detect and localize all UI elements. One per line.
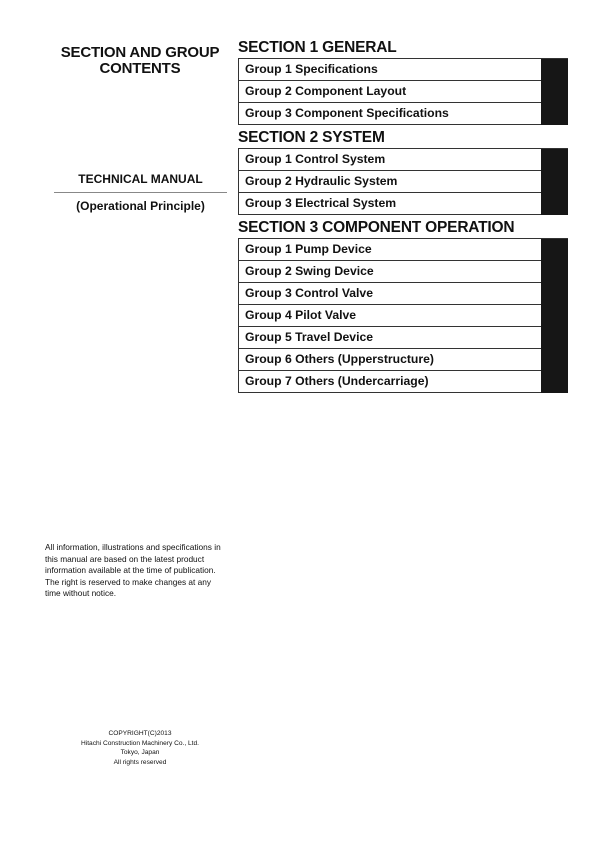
- group-label: Group 2 Swing Device: [245, 264, 374, 278]
- group-row[interactable]: [238, 282, 568, 304]
- group-label: Group 2 Component Layout: [245, 84, 407, 98]
- group-row[interactable]: [238, 58, 568, 80]
- group-label: Group 5 Travel Device: [245, 330, 374, 344]
- section-tab-marker: [541, 282, 568, 305]
- section-tab-marker: [541, 149, 568, 171]
- section-tab-marker: [541, 192, 568, 215]
- group-row[interactable]: [238, 102, 568, 124]
- group-label: Group 1 Specifications: [245, 62, 378, 76]
- contents-title: [44, 45, 236, 77]
- section-2-heading: SECTION 2 SYSTEM: [238, 129, 385, 146]
- manual-subtitle: (Operational Principle): [76, 199, 205, 213]
- section-tab-marker: [541, 239, 568, 261]
- section-index: [238, 37, 568, 395]
- group-row[interactable]: [238, 260, 568, 282]
- manual-title: TECHNICAL MANUAL: [78, 172, 203, 186]
- group-label: Group 3 Component Specifications: [245, 106, 449, 120]
- section-1-group-list: [238, 58, 568, 125]
- section-tab-marker: [541, 260, 568, 283]
- section-2-group-list: [238, 148, 568, 215]
- section-tab-marker: [541, 304, 568, 327]
- copyright-line: All rights reserved: [113, 758, 167, 766]
- group-row[interactable]: [238, 348, 568, 370]
- group-label: Group 3 Control Valve: [245, 286, 373, 300]
- section-tab-marker: [541, 170, 568, 193]
- group-label: Group 6 Others (Upperstructure): [245, 352, 434, 366]
- group-row[interactable]: [238, 80, 568, 102]
- section-tab-marker: [541, 102, 568, 125]
- group-label: Group 1 Control System: [245, 152, 386, 166]
- group-row[interactable]: [238, 326, 568, 348]
- section-3-heading: SECTION 3 COMPONENT OPERATION: [238, 219, 515, 236]
- disclaimer-text: All information, illustrations and specifications in this manual are based on the latest product information available at the time of publication. The right is reserved to make changes at any time without notice.: [45, 542, 221, 598]
- group-row[interactable]: [238, 192, 568, 214]
- section-tab-marker: [541, 80, 568, 103]
- group-label: Group 7 Others (Undercarriage): [245, 374, 429, 388]
- copyright-line: Tokyo, Japan: [120, 749, 160, 757]
- group-label: Group 2 Hydraulic System: [245, 174, 398, 188]
- group-row[interactable]: [238, 148, 568, 170]
- contents-title-line2: CONTENTS: [99, 60, 181, 77]
- section-3-group-list: [238, 238, 568, 393]
- contents-title-line1: SECTION AND GROUP: [60, 44, 220, 61]
- section-1-heading: SECTION 1 GENERAL: [238, 39, 397, 56]
- section-tab-marker: [541, 59, 568, 81]
- copyright-line: Hitachi Construction Machinery Co., Ltd.: [80, 739, 199, 747]
- group-label: Group 1 Pump Device: [245, 242, 372, 256]
- copyright-line: COPYRIGHT(C)2013: [108, 730, 172, 737]
- group-row[interactable]: [238, 370, 568, 392]
- group-label: Group 3 Electrical System: [245, 196, 397, 210]
- section-tab-marker: [541, 370, 568, 393]
- group-label: Group 4 Pilot Valve: [245, 308, 357, 322]
- group-row[interactable]: [238, 238, 568, 260]
- manual-divider: [54, 192, 227, 193]
- copyright-block: [60, 729, 220, 767]
- section-tab-marker: [541, 348, 568, 371]
- section-tab-marker: [541, 326, 568, 349]
- group-row[interactable]: [238, 170, 568, 192]
- group-row[interactable]: [238, 304, 568, 326]
